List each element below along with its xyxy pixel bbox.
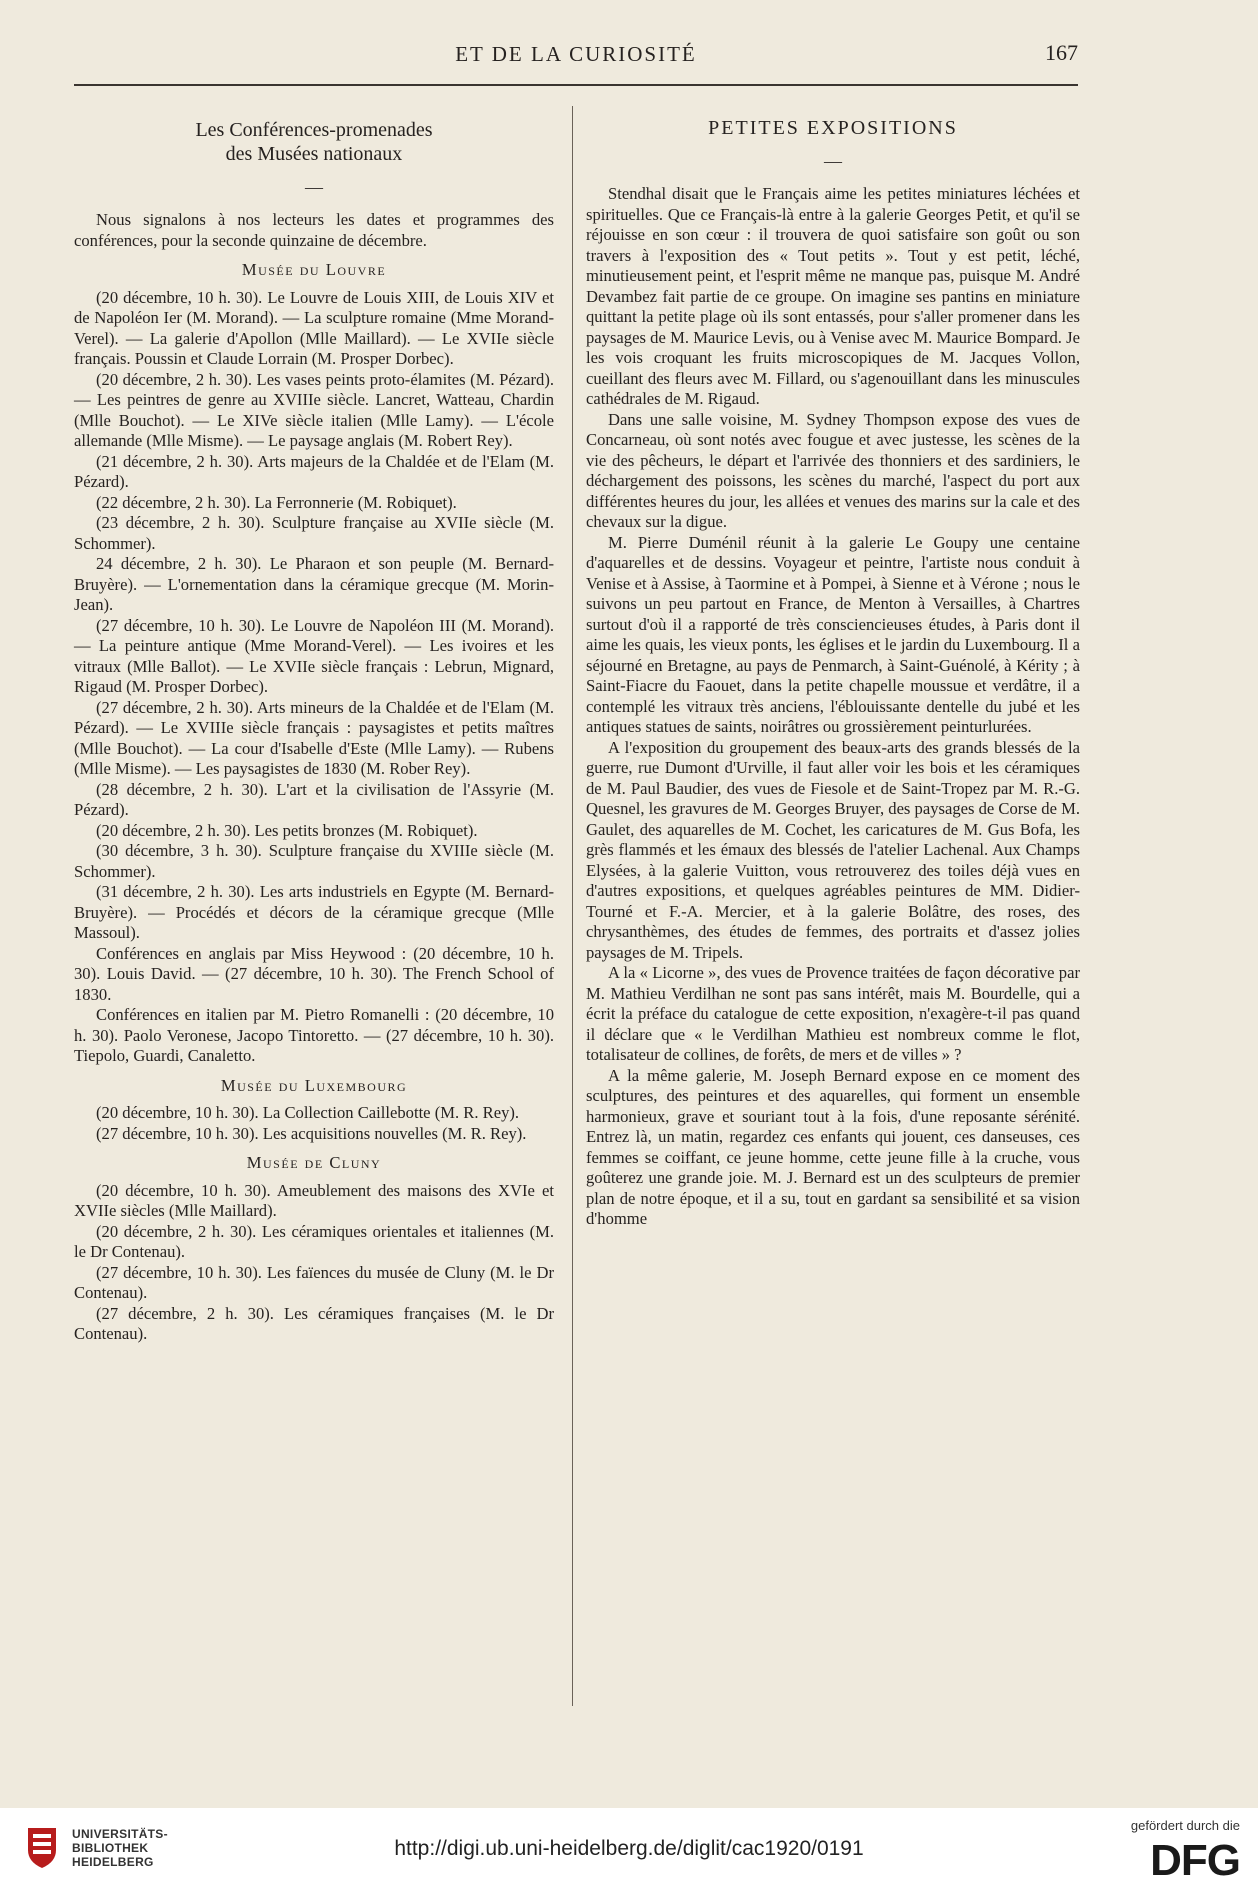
louvre-entry: (20 décembre, 10 h. 30). Le Louvre de Louis XIII, de Louis XIV et de Napoléon Ier (M. Morand). — La sculpture romaine (Mme Morand-Verel). — La galerie d'Apollon (Mlle Maillard). — Le XVIIe siècle français. Poussin et Claude Lorrain (M. Prosper Dorbec). — [74, 287, 554, 368]
institution-line: BIBLIOTHEK — [72, 1841, 149, 1855]
dfg-logo[interactable]: DFG — [1150, 1836, 1240, 1885]
article-paragraph: A la même galerie, M. Joseph Bernard expose en ce moment des sculptures, des peintures et des aquarelles, qui forment un ensemble harmonieux, grave et souriant tout à la fois, d'une reposante sérénité. Entrez là, un matin, regardez ces enfants qui jouent, ces danseuses, ces femmes se coiffant, ce jeune homme, cette jeune fille à la cruche, vous goûterez une grande joie. M. J. Bernard est un des sculpteurs de premier plan de notre époque, et il a su, tout en gardant sa sensibilité et sa vision d'homme — [586, 1065, 1080, 1228]
section-heading-luxembourg: Musée du Luxembourg — [220, 1075, 408, 1095]
intro-paragraph: Nous signalons à nos lecteurs les dates et programmes des conférences, pour la seconde quinzaine de décembre. — [74, 210, 554, 250]
permalink-url[interactable]: http://digi.ub.uni-heidelberg.de/diglit/cac1920/0191 — [394, 1837, 864, 1860]
cluny-entry: (27 décembre, 2 h. 30). Les céramiques françaises (M. le Dr Contenau). — [74, 1303, 554, 1343]
cluny-entry: (27 décembre, 10 h. 30). Les faïences du musée de Cluny (M. le Dr Contenau). — [74, 1262, 554, 1302]
louvre-entry: (20 décembre, 2 h. 30). Les vases peints proto-élamites (M. Pézard). — Les peintres de genre au XVIIIe siècle. Lancret, Watteau, Chardin (Mlle Bouchot). — Le XIVe siècle italien (Mlle Lamy). — L'école allemande (Mlle Misme). — Le paysage anglais (M. Robert Rey). — [74, 369, 554, 450]
article-paragraph: Stendhal disait que le Français aime les petites miniatures léchées et spirituelles. Que ce Français-là entre à la galerie Georges Petit, et qu'il se réjouisse en son cœur : il trouvera de quoi satisfaire son goût ou son travers à l'exposition des « Tout petits ». Tout y est petit, léché, minutieusement peint, et l'esprit même ne manque pas, puisque M. André Devambez fait partie de ce groupe. On imagine ses pantins en miniature quittant la petite plage où ils sont entassés, pour s'aller promener dans les paysages de M. Maurice Levis, ou à Venise avec M. Maurice Bompard. Je les vois croquant les fruits microscopiques de M. Jacques Vollon, cueillant des fleurs avec M. Fillard, ou s'agenouillant dans les minuscules cathédrales de M. Rigaud. — [586, 184, 1080, 408]
running-title: ET DE LA CURIOSITÉ — [455, 42, 697, 66]
louvre-entry: 24 décembre, 2 h. 30). Le Pharaon et son peuple (M. Bernard-Bruyère). — L'ornementation dans la céramique grecque (M. Morin-Jean). — [74, 554, 554, 614]
louvre-entry: Conférences en anglais par Miss Heywood : (20 décembre, 10 h. 30). Louis David. — (27 décembre, 10 h. 30). The French School of 1830. — [74, 943, 554, 1004]
louvre-entry: (31 décembre, 2 h. 30). Les arts industriels en Egypte (M. Bernard-Bruyère). — Procédés et décors de la céramique grecque (Mlle Massoul). — [74, 882, 554, 942]
louvre-entry: (23 décembre, 2 h. 30). Sculpture française au XVIIe siècle (M. Schommer). — [74, 513, 554, 553]
louvre-entry: (21 décembre, 2 h. 30). Arts majeurs de la Chaldée et de l'Elam (M. Pézard). — [74, 451, 554, 491]
article-paragraph: Dans une salle voisine, M. Sydney Thompson expose des vues de Concarneau, où sont notés avec fougue et avec justesse, les scènes de la vie des pêcheurs, le départ et l'arrivée des thonniers et des sardiniers, le déchargement des poissons, les scènes du marché, l'aspect du port aux différentes heures du jour, les allées et venues des marins sur la cale et des chevaux sur la digue. — [586, 409, 1080, 531]
luxembourg-entry: (20 décembre, 10 h. 30). La Collection Caillebotte (M. R. Rey). — [96, 1103, 520, 1122]
right-column — [586, 112, 1080, 1230]
article-paragraph: A la « Licorne », des vues de Provence traitées de façon décorative par M. Mathieu Verdilhan ne sont pas sans intérêt, mais M. Bourdelle, qui a écrit la préface du catalogue de cette exposition, n'exagère-t-il pas quand il déclare que « le Verdilhan Mathieu est nombreux comme le flot, totalisateur de collines, de forêts, de mers et de villes » ? — [586, 963, 1080, 1064]
cluny-entry: (20 décembre, 2 h. 30). Les céramiques orientales et italiennes (M. le Dr Contenau). — [74, 1221, 554, 1261]
louvre-entry: Conférences en italien par M. Pietro Romanelli : (20 décembre, 10 h. 30). Paolo Veronese, Jacopo Tintoretto. — (27 décembre, 10 h. 30). Tiepolo, Guardi, Canaletto. — [74, 1005, 554, 1065]
left-column — [74, 112, 554, 1345]
page-number: 167 — [1045, 40, 1078, 65]
cluny-entry: (20 décembre, 10 h. 30). Ameublement des maisons des XVIe et XVIIe siècles (Mlle Maillard). — [74, 1180, 554, 1220]
institution-line: HEIDELBERG — [72, 1855, 154, 1869]
louvre-entry: (27 décembre, 10 h. 30). Le Louvre de Napoléon III (M. Morand). — La peinture antique (Mme Morand-Verel). — Les ivoires et les vitraux (Mlle Ballot). — Le XVIIe siècle français : Lebrun, Mignard, Rigaud (M. Prosper Dorbec). — [74, 615, 554, 696]
viewer-footer — [0, 1808, 1258, 1895]
left-title-line2: des Musées nationaux — [225, 143, 403, 165]
louvre-entry: (20 décembre, 2 h. 30). Les petits bronzes (M. Robiquet). — [96, 820, 478, 840]
article-paragraph: A l'exposition du groupement des beaux-arts des grands blessés de la guerre, rue Dumont d'Urville, il faut aller voir les bois et les céramiques de M. Paul Baudier, des vues de Fiesole et de Saint-Tropez par M. R.-G. Quesnel, les gravures de M. Georges Bruyer, des paysages de Corse de M. Gaulet, des aquarelles de M. Cochet, les caricatures de M. Gus Bofa, les grès flammés et les émaux des blessés de l'atelier Lachenal. Aux Champs Elysées, à la galerie Vuitton, vous retrouverez des toiles déjà vues en d'autres expositions, et quelques agréables peintures de MM. Didier-Tourné et F.-A. Mercier, et à la galerie Bolâtre, des roses, des chrysanthèmes, des études de femmes, des portraits et d'assez jolies paysages de M. Tripels. — [586, 737, 1080, 962]
right-title-dash: — — [824, 151, 842, 171]
louvre-entry: (30 décembre, 3 h. 30). Sculpture française du XVIIIe siècle (M. Schommer). — [74, 841, 554, 881]
header-rule — [74, 84, 1078, 86]
column-divider — [572, 106, 573, 1706]
article-paragraph: M. Pierre Duménil réunit à la galerie Le Goupy une centaine d'aquarelles et de dessins. Voyageur et peintre, l'artiste nous conduit à Venise et à Assise, à Taormine et à Pompei, à Sienne et à Vérone ; nous le suivons un peu partout en France, de Menton à Versailles, à Chartres surtout d'où il a rapporté de très consciencieuses études, à Paris dont il aime les quais, les vieux ponts, les églises et le jardin du Luxembourg. Il a séjourné en Bretagne, au pays de Penmarch, à Saint-Guénolé, à Kérity ; à Saint-Fiacre du Faouet, dans la petite chapelle moussue et verdâtre, il a contemplé les vitraux très anciens, l'éblouissante dentelle du jubé et les antiques statues de saints, noirâtres ou grossièrement peinturlurées. — [586, 532, 1080, 736]
section-heading-louvre: Musée du Louvre — [241, 260, 387, 279]
section-heading-cluny: Musée de Cluny — [246, 1153, 382, 1172]
institution-line: UNIVERSITÄTS- — [72, 1827, 168, 1841]
louvre-entry: (27 décembre, 2 h. 30). Arts mineurs de la Chaldée et de l'Elam (M. Pézard). — Le XVIIIe siècle français : paysagistes et petits maîtres (Mlle Bouchot). — La cour d'Isabelle d'Este (Mlle Lamy). — Rubens (Mlle Misme). — Les paysagistes de 1830 (M. Rober Rey). — [74, 697, 554, 778]
luxembourg-entry: (27 décembre, 10 h. 30). Les acquisitions nouvelles (M. R. Rey). — [96, 1123, 527, 1143]
louvre-entry: (22 décembre, 2 h. 30). La Ferronnerie (M. Robiquet). — [96, 492, 457, 512]
funding-label: gefördert durch die — [1130, 1818, 1240, 1833]
left-title-dash: — — [305, 177, 323, 197]
right-title: PETITES EXPOSITIONS — [708, 117, 958, 139]
louvre-entry: (28 décembre, 2 h. 30). L'art et la civilisation de l'Assyrie (M. Pézard). — [74, 779, 554, 819]
running-header — [74, 38, 1078, 78]
left-title-line1: Les Conférences-promenades — [195, 119, 433, 141]
